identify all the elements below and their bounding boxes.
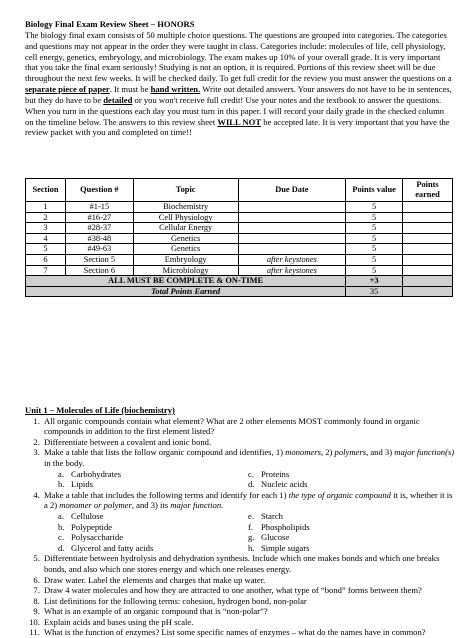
cell-due-date[interactable] bbox=[238, 223, 346, 234]
option-item: Cellulose bbox=[71, 510, 104, 521]
question-item: 6. Draw water. Label the elements and charges that make up water. bbox=[42, 575, 455, 586]
cell-section: 6 bbox=[26, 254, 66, 265]
q4-text: it is, whether it is a 2) bbox=[44, 489, 453, 511]
question-item: 2. Differentiate between a covalent and ionic bond. bbox=[42, 437, 455, 448]
table-header-row bbox=[26, 179, 453, 202]
option-item: Phospholipids bbox=[261, 521, 310, 532]
table-row bbox=[26, 265, 453, 276]
question-item bbox=[42, 490, 455, 554]
table-row bbox=[26, 233, 453, 244]
intro-paragraph bbox=[25, 30, 453, 138]
intro-text-2: . It must be bbox=[109, 84, 151, 95]
question-item bbox=[42, 447, 455, 489]
question-item: 8. List definitions for the following terms: cohesion, hydrogen bond, non-polar bbox=[42, 596, 455, 607]
option-item: Polysaccharide bbox=[71, 532, 124, 543]
intro-text-5: be accepted late. It is very important that you have the review packet with you and completed on time!! bbox=[25, 116, 450, 138]
cell-topic: Genetics bbox=[133, 233, 238, 244]
cell-section: 5 bbox=[26, 244, 66, 255]
intro-emphasis-4: WILL NOT bbox=[217, 116, 262, 127]
cell-question: Section 5 bbox=[65, 254, 133, 265]
intro-text-4: or you won't receive full credit! Use your notes and the textbook to answer the questions. When you turn in the questions each day you must turn in this paper. I will record your daily grade in the checked column on the timeline below. The answers to this review sheet bbox=[25, 94, 445, 127]
cell-earned[interactable] bbox=[403, 233, 453, 244]
question-item: 11. What is the function of enzymes? List some specific names of enzymes – what do the names have in common? bbox=[42, 627, 455, 638]
cell-topic: Embryology bbox=[133, 254, 238, 265]
option-item: Carbohydrates bbox=[71, 468, 122, 479]
cell-points: 5 bbox=[346, 223, 403, 234]
cell-section: 4 bbox=[26, 233, 66, 244]
q4-function: major function. bbox=[170, 500, 224, 511]
complete-bonus-earned[interactable] bbox=[403, 276, 453, 287]
table-row bbox=[26, 202, 453, 213]
schedule-table bbox=[25, 178, 453, 297]
q3-options: a. Carbohydrates b. Lipids c. Proteins d. Nucleic acids bbox=[58, 468, 308, 490]
cell-due-date[interactable] bbox=[238, 233, 346, 244]
cell-section: 2 bbox=[26, 212, 66, 223]
complete-bonus-points: +3 bbox=[346, 276, 403, 287]
option-item: Glycerol and fatty acids bbox=[71, 542, 154, 553]
complete-bonus-label: ALL MUST BE COMPLETE & ON-TIME bbox=[26, 276, 346, 287]
cell-points: 5 bbox=[346, 254, 403, 265]
cell-question: #16-27 bbox=[65, 212, 133, 223]
cell-question: #38-48 bbox=[65, 233, 133, 244]
question-list bbox=[25, 416, 455, 638]
cell-points: 5 bbox=[346, 202, 403, 213]
cell-points: 5 bbox=[346, 265, 403, 276]
table-row bbox=[26, 244, 453, 255]
header-points-value: Points value bbox=[346, 179, 403, 202]
q3-polymers: polymers bbox=[334, 447, 367, 458]
cell-due-date[interactable] bbox=[238, 202, 346, 213]
unit1-title: Unit 1 – Molecules of Life (biochemistry) bbox=[25, 405, 175, 415]
cell-topic: Cell Physiology bbox=[133, 212, 238, 223]
option-item: Proteins bbox=[261, 468, 290, 479]
intro-section bbox=[25, 19, 453, 138]
table-row bbox=[26, 223, 453, 234]
cell-section: 1 bbox=[26, 202, 66, 213]
q4-type: the type of organic compound bbox=[288, 489, 391, 500]
option-item: Lipids bbox=[71, 479, 93, 490]
header-points-earned: Points earned bbox=[403, 179, 453, 202]
q3-text: Make a table that lists the follow organic compound and identifies, 1) bbox=[44, 447, 286, 458]
q4-text: Make a table that includes the following terms and identify for each 1) bbox=[44, 489, 289, 500]
cell-question: #49-63 bbox=[65, 244, 133, 255]
cell-earned[interactable] bbox=[403, 212, 453, 223]
q4-options: a. Cellulose b. Polypeptide c. Polysaccharide d. Glycerol and fatty acids e. Starch f. Phospholipids g. Glucose h. Simple sugars bbox=[58, 510, 310, 553]
header-question: Question # bbox=[65, 179, 133, 202]
intro-text-3: Write out detailed answers. Your answers do not have to be in sentences, but they do have to be bbox=[25, 84, 452, 105]
unit1-section bbox=[25, 405, 455, 638]
page-title: Biology Final Exam Review Sheet – HONORS bbox=[25, 19, 195, 29]
cell-points: 5 bbox=[346, 233, 403, 244]
option-item: Nucleic acids bbox=[261, 479, 308, 490]
cell-due-date[interactable] bbox=[238, 244, 346, 255]
cell-earned[interactable] bbox=[403, 265, 453, 276]
header-section: Section bbox=[26, 179, 66, 202]
total-earned[interactable] bbox=[403, 286, 453, 297]
cell-due-date[interactable] bbox=[238, 212, 346, 223]
cell-points: 5 bbox=[346, 244, 403, 255]
intro-emphasis-2: hand written. bbox=[150, 84, 201, 95]
cell-topic: Cellular Energy bbox=[133, 223, 238, 234]
q3-functions: major function(s) bbox=[394, 447, 455, 458]
header-due-date: Due Date bbox=[238, 179, 346, 202]
question-item: 7. Draw 4 water molecules and how they are attracted to one another, what type of “bond” forms between them? bbox=[42, 585, 455, 596]
cell-topic: Genetics bbox=[133, 244, 238, 255]
question-item: 9. What is an example of an organic compound that is “non-polar”? bbox=[42, 606, 455, 617]
option-item: Simple sugars bbox=[261, 542, 310, 553]
total-points: 35 bbox=[346, 286, 403, 297]
complete-bonus-row bbox=[26, 276, 453, 287]
cell-points: 5 bbox=[346, 212, 403, 223]
cell-earned[interactable] bbox=[403, 223, 453, 234]
cell-topic: Microbiology bbox=[133, 265, 238, 276]
cell-question: Section 6 bbox=[65, 265, 133, 276]
cell-section: 7 bbox=[26, 265, 66, 276]
cell-earned[interactable] bbox=[403, 244, 453, 255]
cell-section: 3 bbox=[26, 223, 66, 234]
q3-text: , and 3) bbox=[366, 447, 395, 458]
question-item: 5. Differentiate between hydrolysis and dehydration synthesis. Include which one makes bonds and which one breaks bonds, and also which one stores energy and which one releases energy. bbox=[42, 553, 455, 574]
option-item: Starch bbox=[261, 510, 283, 521]
intro-emphasis-1: separate piece of paper bbox=[25, 84, 110, 95]
option-item: Glucose bbox=[261, 532, 290, 543]
intro-text-1: The biology final exam consists of 50 multiple choice questions. The questions are grouped into categories. The categories and questions may not appear in the order they were taught in class. Categories include: molecules of life, cell physiology, cell energy, genetics, embryology, and microbiology. The exam makes up 10% of your overall grade. It is very important that you take the final exam seriously! Studying is not an option, it is required. Portions of this review sheet will be due throughout the next few weeks. It will be checked daily. To get full credit for the review you must answer the questions on a bbox=[25, 29, 452, 84]
cell-question: #28-37 bbox=[65, 223, 133, 234]
question-item: 1. All organic compounds contain what element? What are 2 other elements MOST commonly found in organic compounds in addition to the first element listed? bbox=[42, 416, 455, 437]
option-item: Polypeptide bbox=[71, 521, 113, 532]
cell-earned[interactable] bbox=[403, 202, 453, 213]
q4-text: , and 3) its bbox=[131, 500, 171, 511]
total-label: Total Points Earned bbox=[26, 286, 346, 297]
q3-text: in the body. bbox=[44, 457, 85, 468]
header-topic: Topic bbox=[133, 179, 238, 202]
q3-monomers: monomers bbox=[285, 447, 321, 458]
cell-question: #1-15 bbox=[65, 202, 133, 213]
question-item: 10. Explain acids and bases using the pH scale. bbox=[42, 617, 455, 628]
q3-text: , 2) bbox=[320, 447, 335, 458]
table-row bbox=[26, 212, 453, 223]
cell-due-date[interactable]: after keystones bbox=[238, 265, 346, 276]
intro-emphasis-3: detailed bbox=[103, 94, 133, 105]
table-row bbox=[26, 254, 453, 265]
cell-due-date[interactable]: after keystones bbox=[238, 254, 346, 265]
q4-mono-poly: monomer or polymer bbox=[59, 500, 132, 511]
total-row bbox=[26, 286, 453, 297]
cell-earned[interactable] bbox=[403, 254, 453, 265]
cell-topic: Biochemistry bbox=[133, 202, 238, 213]
